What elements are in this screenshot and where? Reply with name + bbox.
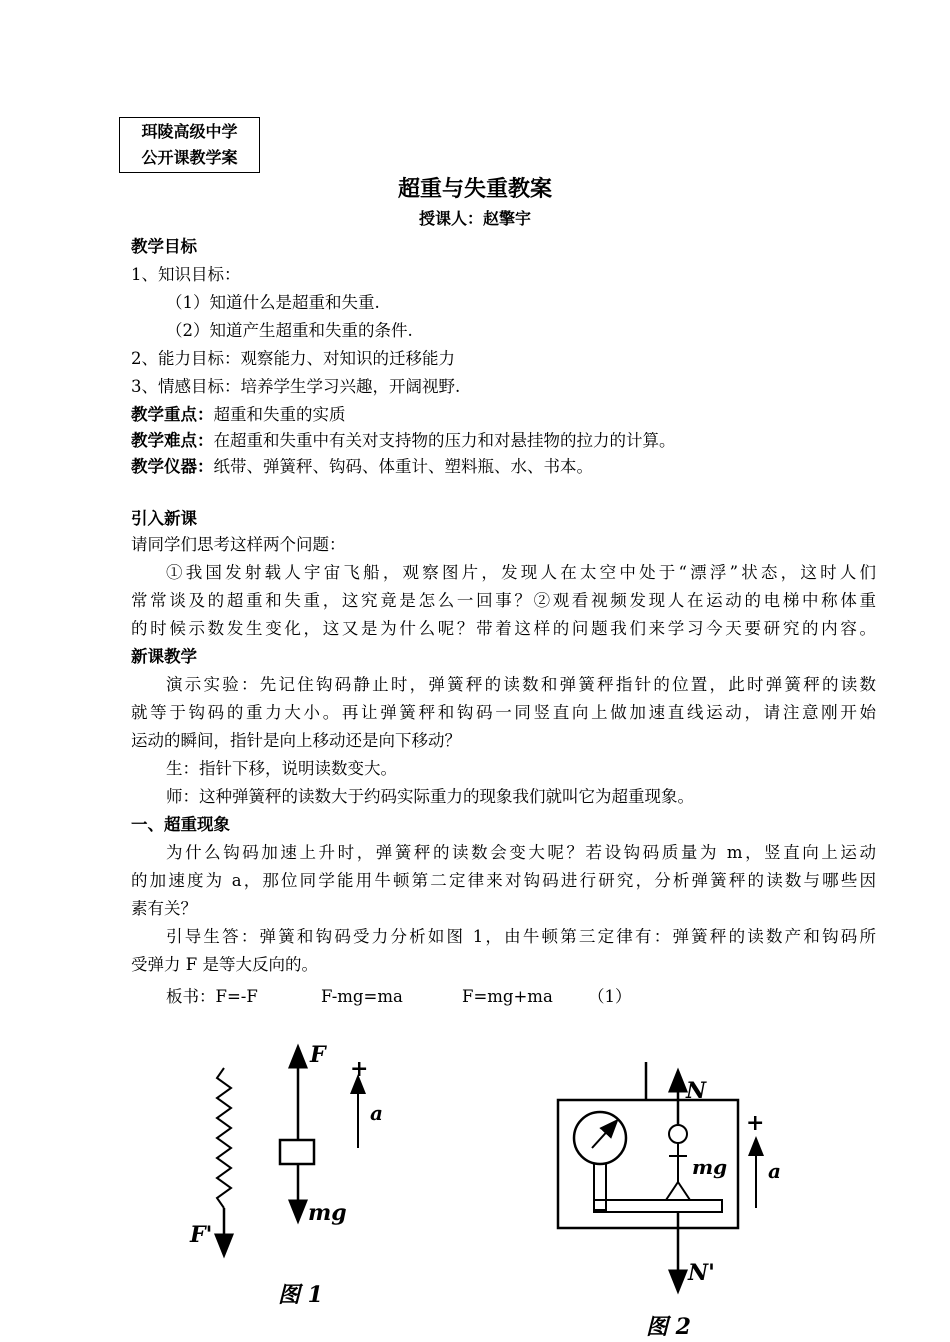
label-N-prime: N' bbox=[688, 1260, 715, 1286]
person-head bbox=[669, 1125, 687, 1143]
question-line: 为什么钩码加速上升时，弹簧秤的读数会变大呢？若设钩码质量为 m，竖直向上运动 bbox=[166, 843, 876, 862]
objective-k1: （1）知道什么是超重和失重. bbox=[166, 293, 380, 312]
figure-2 bbox=[548, 1060, 808, 1342]
new-lesson-heading: 新课教学 bbox=[131, 647, 197, 666]
label-F-prime: F' bbox=[190, 1222, 213, 1248]
figure-1-caption: 图 1 bbox=[278, 1282, 323, 1308]
objective-k2: （2）知道产生超重和失重的条件. bbox=[166, 321, 413, 340]
label-N: N bbox=[686, 1078, 707, 1104]
board-formulas bbox=[166, 984, 911, 1010]
stamp-lesson-type: 公开课教学案 bbox=[141, 148, 238, 167]
intro-paragraph-line: 常常谈及的超重和失重，这究竟是怎么一回事？②观看视频发现人在运动的电梯中称体重 bbox=[131, 591, 876, 610]
demo-line: 运动的瞬间，指针是向上移动还是向下移动？ bbox=[131, 731, 461, 750]
instruments bbox=[131, 454, 876, 480]
board-eq3: F=mg+ma bbox=[462, 987, 553, 1006]
board-eq2: F-mg=ma bbox=[321, 987, 403, 1006]
board-eq-number: （1） bbox=[588, 987, 632, 1006]
intro-prompt: 请同学们思考这样两个问题： bbox=[131, 535, 346, 554]
guide-line: 受弹力 F 是等大反向的。 bbox=[131, 955, 318, 974]
section1-heading: 一、超重现象 bbox=[131, 815, 230, 834]
figure-2-caption: 图 2 bbox=[646, 1314, 691, 1340]
label-a: a bbox=[370, 1101, 383, 1125]
student-answer: 生：指针下移，说明读数变大。 bbox=[166, 759, 397, 778]
figure-1 bbox=[180, 1040, 410, 1320]
demo-line: 就等于钩码的重力大小。再让弹簧秤和钩码一同竖直向上做加速直线运动，请注意刚开始 bbox=[131, 703, 876, 722]
intro-paragraph-line: 的时候示数发生变化，这又是为什么呢？带着这样的问题我们来学习今天要研究的内容。 bbox=[131, 619, 876, 638]
guide-line: 引导生答：弹簧和钩码受力分析如图 1，由牛顿第三定律有：弹簧秤的读数产和钩码所 bbox=[166, 927, 876, 946]
spring bbox=[217, 1068, 231, 1208]
plus-direction: + bbox=[746, 1110, 765, 1136]
lecturer: 授课人：赵擎宇 bbox=[418, 209, 531, 228]
intro-paragraph-line: ①我国发射载人宇宙飞船，观察图片，发现人在太空中处于“漂浮”状态，这时人们 bbox=[166, 563, 876, 582]
instruments-text: 纸带、弹簧秤、钩码、体重计、塑料瓶、水、书本。 bbox=[213, 457, 593, 476]
key-point bbox=[131, 402, 876, 428]
difficulty-text: 在超重和失重中有关对支持物的压力和对悬挂物的拉力的计算。 bbox=[213, 431, 676, 450]
stamp-school-name: 珥陵高级中学 bbox=[141, 122, 238, 141]
board-label: 板书： bbox=[166, 987, 216, 1006]
objective-knowledge: 1、知识目标： bbox=[131, 265, 241, 284]
scale-pointer bbox=[592, 1126, 612, 1148]
key-point-label: 教学重点： bbox=[131, 405, 214, 424]
label-mg: mg bbox=[308, 1200, 347, 1226]
board-eq1: F=-F bbox=[215, 987, 258, 1006]
label-mg: mg bbox=[692, 1155, 728, 1179]
objectives-heading: 教学目标 bbox=[131, 237, 197, 256]
scale-platform bbox=[594, 1200, 722, 1212]
objective-ability: 2、能力目标：观察能力、对知识的迁移能力 bbox=[131, 349, 455, 368]
objective-emotion: 3、情感目标：培养学生学习兴趣，开阔视野. bbox=[131, 377, 461, 396]
key-point-text: 超重和失重的实质 bbox=[213, 405, 346, 424]
intro-heading: 引入新课 bbox=[131, 509, 197, 528]
person-legs bbox=[666, 1182, 690, 1200]
instruments-label: 教学仪器： bbox=[131, 457, 214, 476]
school-stamp-box bbox=[119, 117, 260, 173]
label-a: a bbox=[768, 1159, 781, 1183]
teacher-remark: 师：这种弹簧秤的读数大于约码实际重力的现象我们就叫它为超重现象。 bbox=[166, 787, 694, 806]
difficulty-label: 教学难点： bbox=[131, 431, 214, 450]
plus-direction: + bbox=[350, 1056, 369, 1082]
page-title: 超重与失重教案 bbox=[397, 177, 552, 202]
difficulty bbox=[131, 428, 876, 454]
scale-stand bbox=[594, 1164, 606, 1210]
label-F: F bbox=[310, 1042, 326, 1068]
question-line: 的加速度为 a，那位同学能用牛顿第二定律来对钩码进行研究，分析弹簧秤的读数与哪些因 bbox=[131, 871, 876, 890]
demo-line: 演示实验：先记住钩码静止时，弹簧秤的读数和弹簧秤指针的位置，此时弹簧秤的读数 bbox=[166, 675, 876, 694]
question-line: 素有关？ bbox=[131, 899, 197, 918]
hook-weight-block bbox=[280, 1140, 314, 1164]
